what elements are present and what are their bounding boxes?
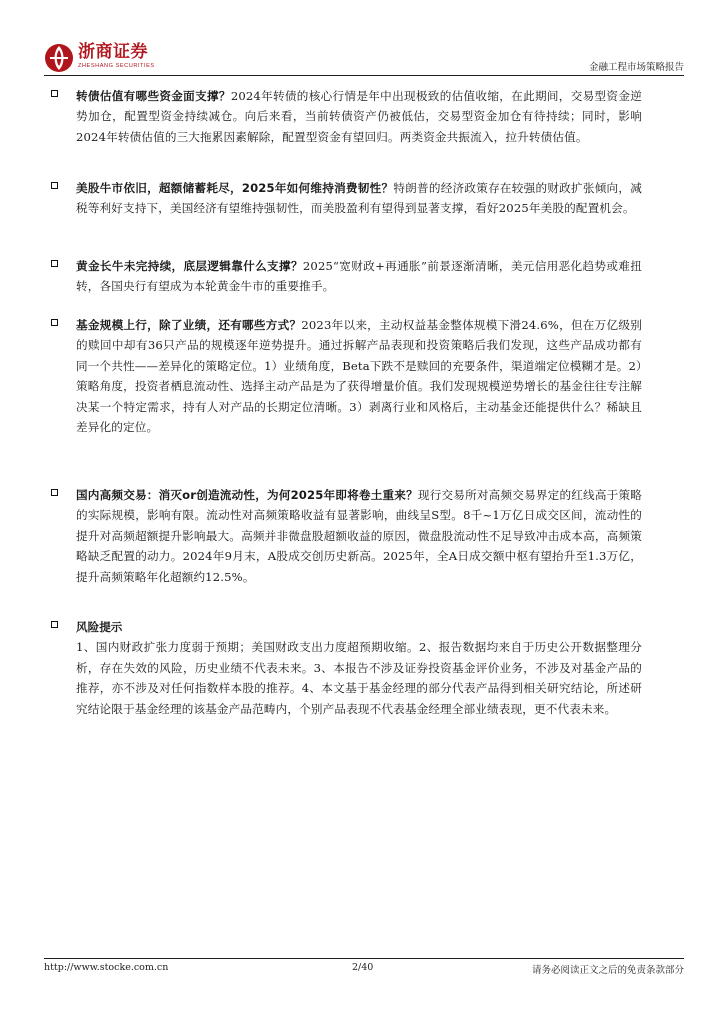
logo-name-en: ZHESHANG SECURITIES: [78, 63, 155, 69]
zheshang-logo-icon: [44, 43, 74, 73]
section-paragraph: [76, 86, 642, 147]
section-body: 现行交易所对高频交易界定的红线高于策略的实际规模，影响有限。流动性对高频策略收益有显著影响，曲线呈S型。8千~1万亿日成交区间，流动性的提升对高频超额提升影响最大。高频并非微盘股超额收益的原因，微盘股流动性不足导致冲击成本高，高频策略缺乏配置的动力。2024年9月末，A股成交创历史新高。2025年，全A日成交额中枢有望抬升至1.3万亿，提升高频策略年化超额约12.5%。: [76, 488, 642, 584]
section-heading: 基金规模上行，除了业绩，还有哪些方式？: [76, 318, 302, 332]
section-paragraph: [76, 178, 642, 219]
page-footer: [44, 962, 684, 976]
section-heading: 黄金长牛未完持续，底层逻辑靠什么支撑？: [76, 259, 303, 273]
section-heading: 国内高频交易：消灭or创造流动性，为何2025年即将卷土重来？: [76, 488, 418, 502]
risk-heading: 风险提示: [76, 620, 123, 634]
website-link[interactable]: http://www.stocke.com.cn: [44, 962, 169, 973]
section-body: 2025“宽财政+再通胀”前景逐渐清晰，美元信用恶化趋势或难扭转，各国央行有望成为本轮黄金牛市的重要推手。: [76, 259, 642, 294]
disclaimer-note: 请务必阅读正文之后的免责条款部分: [531, 965, 684, 976]
section-body: 2024年转债的核心行情是年中出现极致的估值收缩，在此期间，交易型资金逆势加仓，配置型资金持续减仓。向后来看，当前转债资产仍被低估，交易型资金加仓有待持续；同时，影响2024年转债估值的三大拖累因素解除，配置型资金有望回归。两类资金共振流入，拉升转债估值。: [76, 89, 642, 144]
page-header: [44, 42, 684, 76]
checkbox-bullet-icon: [51, 182, 58, 189]
company-logo: [44, 42, 155, 76]
section-paragraph: [76, 315, 642, 437]
section-body: 特朗普的经济政策存在较强的财政扩张倾向，减税等利好支持下，美国经济有望维持强韧性，而美股盈利有望得到显著支撑，看好2025年美股的配置机会。: [76, 181, 642, 216]
section-gold: [44, 256, 684, 297]
section-convertible-bonds: [44, 86, 684, 147]
risk-paragraph: 1、国内财政扩张力度弱于预期；美国财政支出力度超预期收缩。2、报告数据均来自于历史公开数据整理分析，存在失效的风险，历史业绩不代表未来。3、本报告不涉及证券投资基金评价业务，不涉及对基金产品的推荐，亦不涉及对任何指数样本股的推荐。4、本文基于基金经理的部分代表产品得到相关研究结论，所述研究结论限于基金经理的该基金产品范畴内，个别产品表现不代表基金经理全部业绩表现，更不代表未来。: [76, 640, 642, 716]
checkbox-bullet-icon: [51, 489, 58, 496]
report-type-label: 金融工程市场策略报告: [588, 62, 684, 73]
logo-name-cn: 浙商证券: [78, 42, 148, 62]
section-heading: 转债估值有哪些资金面支撑？: [76, 89, 231, 103]
section-risk-warning: [44, 617, 684, 719]
checkbox-bullet-icon: [51, 621, 58, 628]
section-high-frequency-trading: [44, 485, 684, 587]
checkbox-bullet-icon: [51, 319, 58, 326]
section-body: 2023年以来，主动权益基金整体规模下滑24.6%，但在万亿级别的赎回中却有36只产品的规模逐年逆势提升。通过拆解产品表现和投资策略后我们发现，这些产品成功都有同一个共性——差异化的策略定位。1）业绩角度，Beta下跌不是赎回的充要条件，渠道端定位模糊才是。2）策略角度，投资者栖息流动性、选择主动产品是为了获得增量价值。我们发现规模逆势增长的基金往往专注解决某一个特定需求，持有人对产品的长期定位清晰。3）剥离行业和风格后，主动基金还能提供什么？稀缺且差异化的定位。: [76, 318, 642, 435]
section-paragraph: [76, 256, 642, 297]
footer-divider: [44, 958, 684, 959]
checkbox-bullet-icon: [51, 90, 58, 97]
checkbox-bullet-icon: [51, 260, 58, 267]
page-number: 2/40: [352, 962, 374, 973]
section-paragraph: [76, 485, 642, 587]
section-heading: 美股牛市依旧，超额储蓄耗尽，2025年如何维持消费韧性？: [76, 181, 394, 195]
section-fund-scale: [44, 315, 684, 437]
header-divider: [44, 75, 684, 76]
section-us-stocks: [44, 178, 684, 219]
